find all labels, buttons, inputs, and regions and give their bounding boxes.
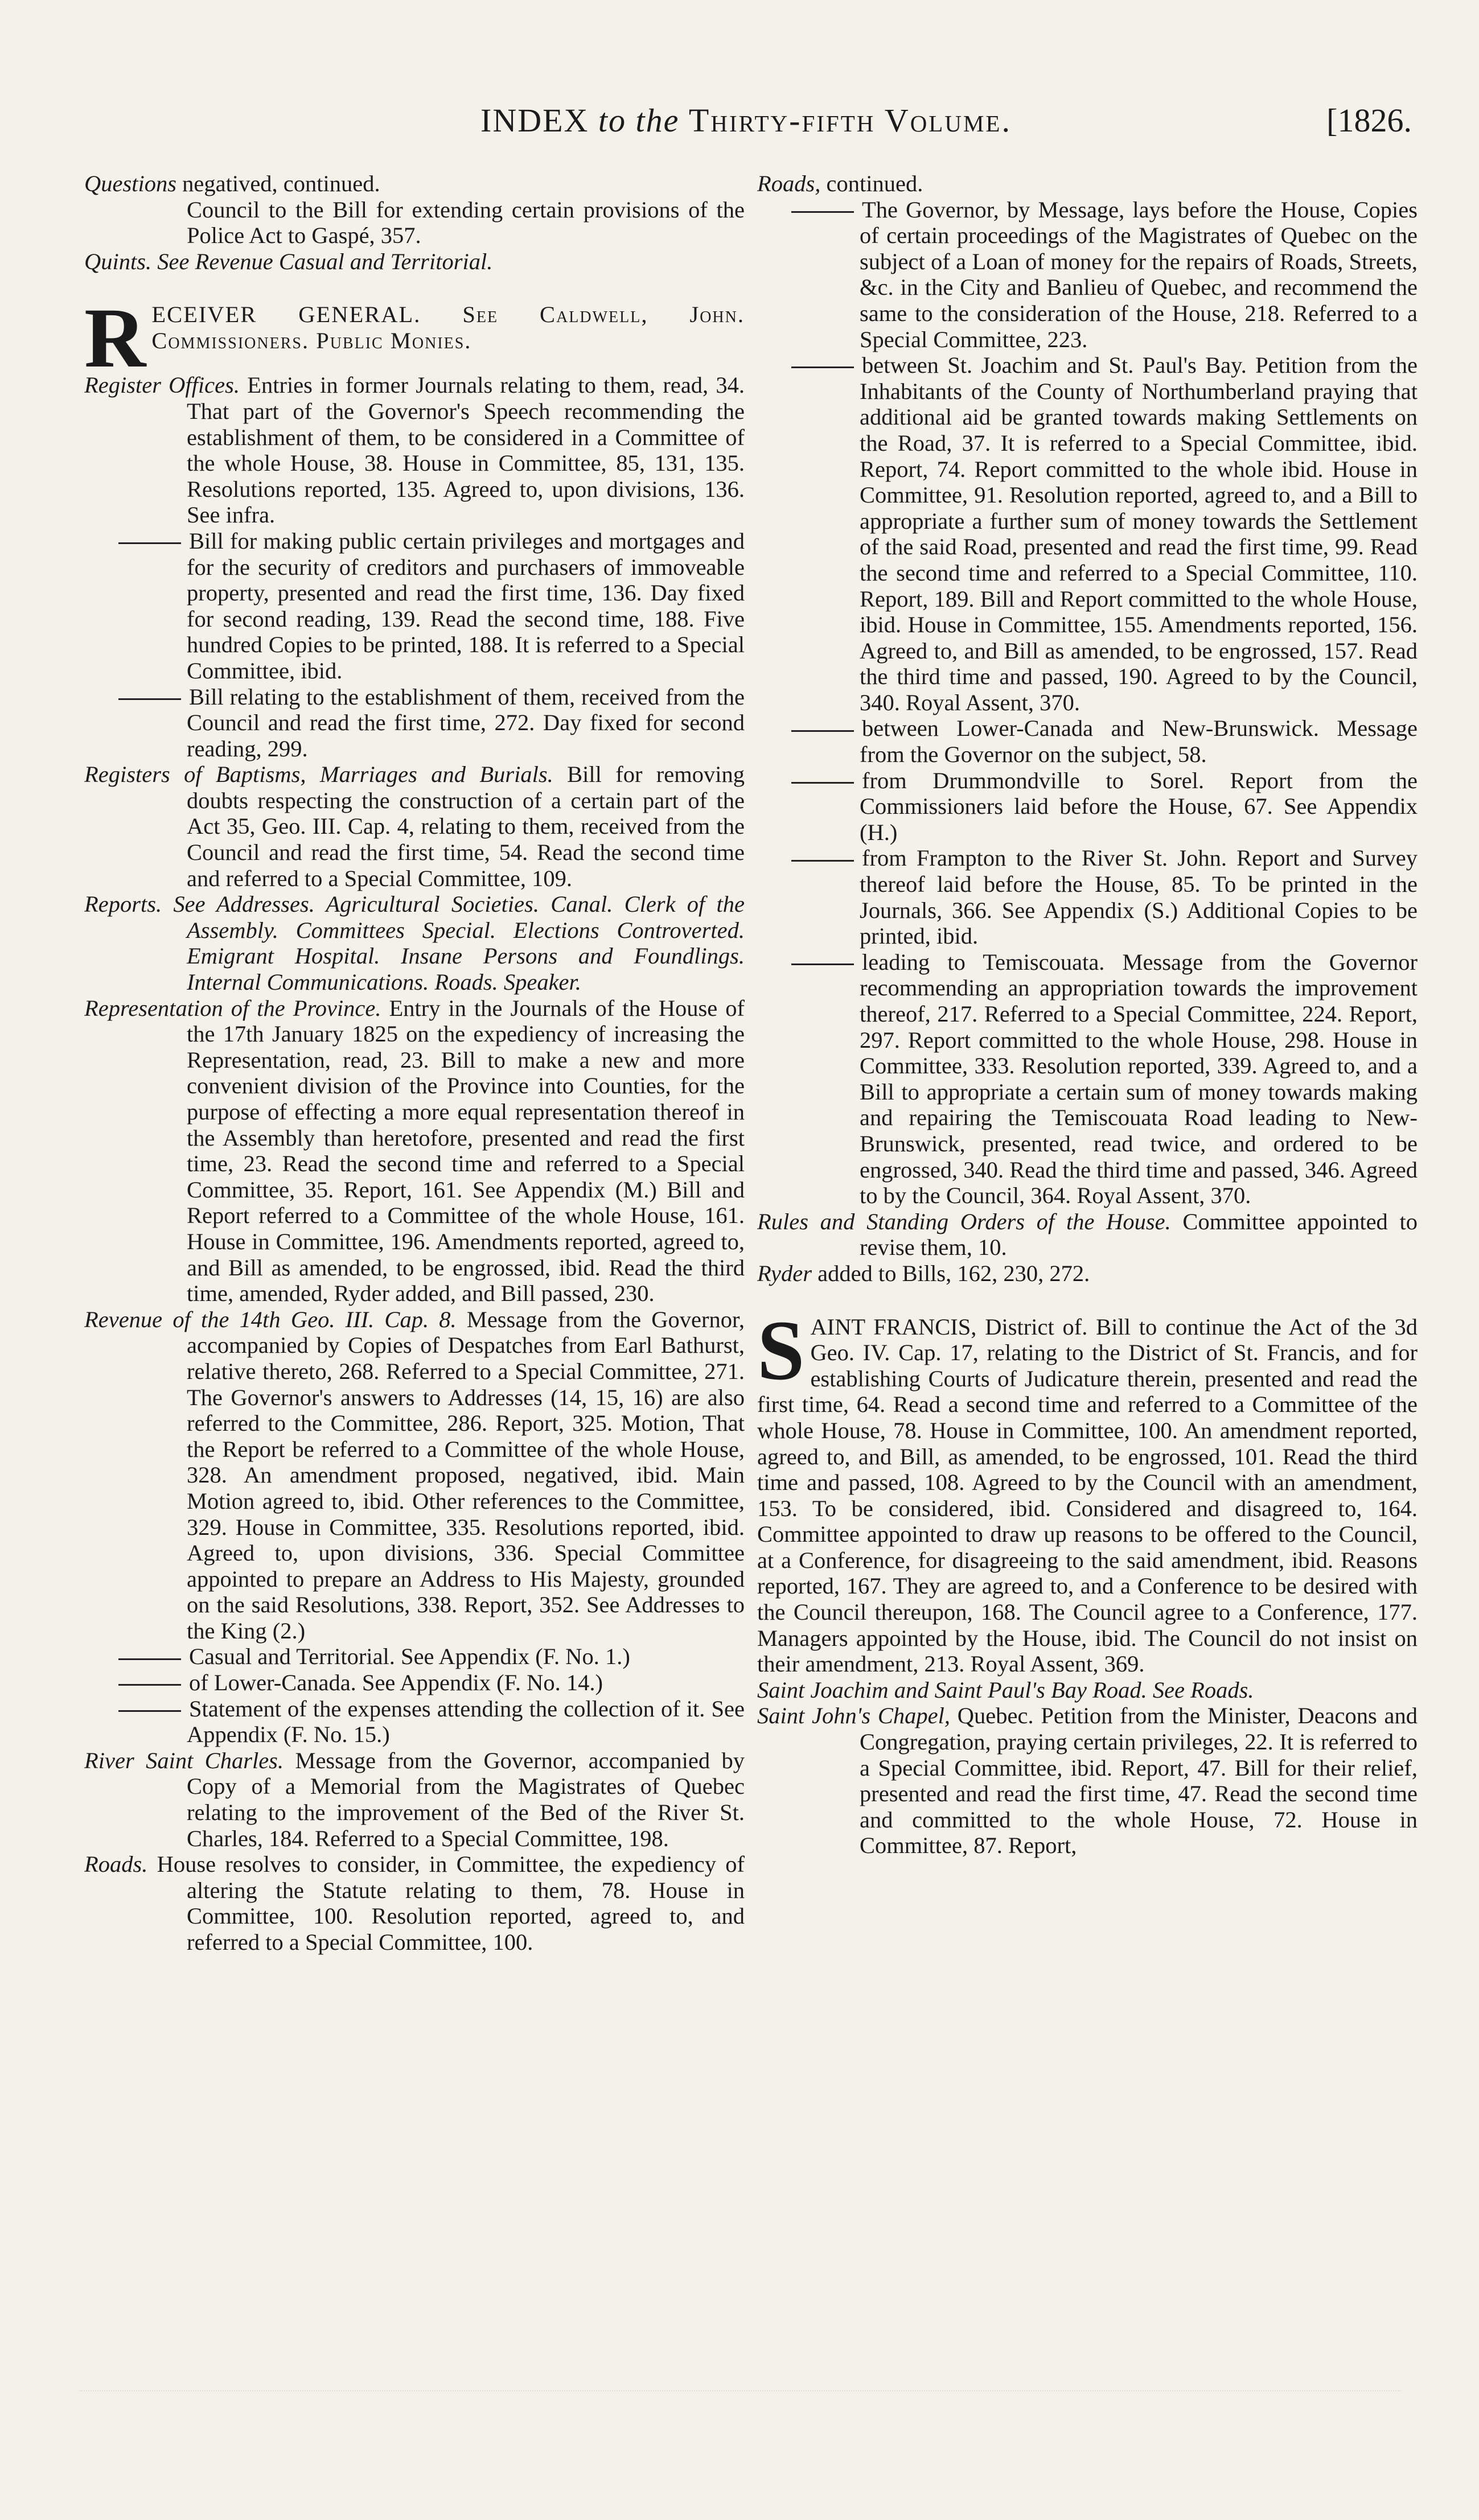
entry-text: Entries in former Journals relating to them, read, 34. That part of the Governor's Speech recommending the establishment of them, to be considered in a Committee of the whole House, 38. House in Committee, 85, 131, 135. Resolutions reported, 135. Agreed to, upon divisions, 136. See infra. — [187, 372, 745, 528]
entry-text: of Lower-Canada. See Appendix (F. No. 14.) — [189, 1670, 603, 1696]
title-index: INDEX — [480, 102, 589, 139]
entry-roads — [84, 1851, 745, 1955]
entry-head: Saint John's Chapel, — [757, 1703, 951, 1729]
entry-roads-continued — [757, 171, 1418, 197]
entry-text: ECEIVER GENERAL. See Caldwell, John. Commissioners. Public Monies. — [151, 302, 745, 353]
entry-quints — [84, 249, 745, 275]
entry-head: Rules and Standing Orders of the House. — [757, 1208, 1171, 1234]
entry-reports — [84, 891, 745, 995]
entry-questions — [84, 171, 745, 249]
entry-text: from Frampton to the River St. John. Report and Survey thereof laid before the House, 85. To be printed in the Journals, 366. See Appendix (S.) Additional Copies to be printed, ibid. — [860, 845, 1418, 949]
entry-text: continued. — [820, 171, 923, 196]
page-header — [80, 91, 1412, 159]
dash-mark — [791, 860, 854, 862]
entry-river-saint-charles — [84, 1748, 745, 1851]
entry-roads-joachim — [757, 352, 1418, 715]
entry-text: between St. Joachim and St. Paul's Bay. Petition from the Inhabitants of the County of Northumberland praying that additional aid be granted towards making Settlements on the Road, 37. It is referred to a Special Committee, ibid. Report, 74. Report committed to the whole ibid. House in Committee, 91. Resolution reported, agreed to, and a Bill to appropriate a further sum of money towards the Settlement of the said Road, presented and read the first time, 99. Read the second time and referred to a Special Committee, 110. Report, 189. Bill and Report committed to the whole House, ibid. House in Committee, 155. Amendments reported, 156. Agreed to, and Bill as amended, to be engrossed, 157. Read the third time and passed, 190. Agreed to by the Council, 340. Royal Assent, 370. — [860, 352, 1418, 715]
dash-mark — [118, 1684, 181, 1686]
entry-head: Ryder — [757, 1260, 812, 1286]
entry-head: Roads. — [84, 1851, 148, 1877]
entry-register-bill-1 — [84, 528, 745, 684]
entry-revenue-statement — [84, 1696, 745, 1748]
right-column — [757, 171, 1418, 2311]
entry-text: See Roads. — [1147, 1677, 1254, 1703]
entry-text: See Addresses. Agricultural Societies. Canal. Clerk of the Assembly. Committees Special. Elections Controverted. Emigrant Hospital. Insane Persons and Foundlings. Internal Communications. Roads. Speaker. — [162, 891, 745, 995]
dash-mark — [118, 1710, 181, 1712]
dash-mark — [791, 367, 854, 368]
dash-mark — [791, 963, 854, 965]
entry-text: leading to Temiscouata. Message from the Governor recommending an appropriation towards the improvement thereof, 217. Referred to a Special Committee, 224. Report, 297. Report committed to the whole House, 298. House in Committee, 333. Resolution reported, 339. Agreed to, and a Bill to appropriate a certain sum of money towards making and repairing the Temiscouata Road leading to New-Brunswick, presented, read twice, and ordered to be engrossed, 340. Read the third time and passed, 346. Agreed to by the Council, 364. Royal Assent, 370. — [860, 949, 1418, 1209]
entry-head: Register Offices. — [84, 372, 240, 398]
entry-rules — [757, 1209, 1418, 1261]
entry-ryder — [757, 1261, 1418, 1287]
entry-representation — [84, 995, 745, 1307]
entry-head: Representation of the Province. — [84, 995, 381, 1021]
left-column — [84, 171, 745, 2311]
entry-text: from Drummondville to Sorel. Report from the Commissioners laid before the House, 67. See Appendix (H.) — [860, 767, 1418, 845]
entry-roads-governor-message — [757, 197, 1418, 353]
entry-text: Entry in the Journals of the House of the 17th January 1825 on the expediency of increasing the Representation, read, 23. Bill to make a new and more convenient division of the Province into Counties, for the purpose of effecting a more equal representation thereof in the Assembly than heretofore, presented and read the first time, 23. Read the second time and referred to a Special Committee, 35. Report, 161. See Appendix (M.) Bill and Report referred to a Committee of the whole House, 161. House in Committee, 196. Amendments reported, agreed to, and Bill as amended, to be engrossed, ibid. Read the third time, amended, Ryder added, and Bill passed, 230. — [187, 995, 745, 1307]
title-volume: Thirty-fifth Volume — [688, 102, 1002, 139]
page-title — [80, 101, 1412, 139]
entry-register-offices — [84, 372, 745, 528]
entry-head: Registers of Baptisms, Marriages and Burials. — [84, 761, 553, 788]
entry-saint-johns-chapel — [757, 1703, 1418, 1859]
entry-head: Saint Joachim and Saint Paul's Bay Road. — [757, 1677, 1147, 1703]
entry-revenue-casual — [84, 1644, 745, 1670]
entry-text: Casual and Territorial. See Appendix (F. No. 1.) — [189, 1644, 630, 1670]
entry-text: negatived, continued. — [176, 171, 380, 196]
dash-mark — [118, 542, 181, 544]
page-year: [1826. — [1326, 102, 1412, 139]
dash-mark — [791, 730, 854, 732]
entry-text: Statement of the expenses attending the collection of it. See Appendix (F. No. 15.) — [187, 1695, 745, 1748]
entry-continuation: Council to the Bill for extending certain provisions of the Police Act to Gaspé, 357. — [187, 196, 745, 249]
entry-head: Reports. — [84, 891, 162, 917]
entry-text: Bill relating to the establishment of them, received from the Council and read the first time, 272. Day fixed for second reading, 299. — [187, 683, 745, 761]
dash-mark — [791, 211, 854, 213]
entry-revenue-lower-canada — [84, 1670, 745, 1696]
entry-head: Roads, — [757, 171, 821, 196]
dash-mark — [791, 782, 854, 784]
entry-text: House resolves to consider, in Committee, the expediency of altering the Statute relating to them, 78. House in Committee, 100. Resolution reported, agreed to, and referred to a Special Committee, 100. — [147, 1851, 745, 1955]
entry-text: Quebec. Petition from the Minister, Deacons and Congregation, praying certain privileges, 22. It is referred to a Special Committee, ibid. Report, 47. Bill for their relief, presented and read the first time, 47. Read the second time and committed to the whole House, 72. House in Committee, 87. Report, — [860, 1703, 1418, 1859]
entry-saint-joachim-road — [757, 1677, 1418, 1703]
entry-register-bill-2 — [84, 684, 745, 762]
entry-text: The Governor, by Message, lays before the House, Copies of certain proceedings of the Magistrates of Quebec on the subject of a Loan of money for the repairs of Roads, Streets, &c. in the City and Banlieu of Quebec, and recommend the same to the consideration of the House, 218. Referred to a Special Committee, 223. — [860, 196, 1418, 352]
dash-mark — [118, 698, 181, 700]
entry-head: Revenue of the 14th Geo. III. Cap. 8. — [84, 1306, 457, 1332]
title-to-the: to the — [589, 102, 689, 139]
entry-roads-drummondville — [757, 768, 1418, 846]
entry-head: Questions — [84, 171, 176, 196]
entry-roads-new-brunswick — [757, 715, 1418, 767]
entry-text: AINT FRANCIS, District of. Bill to continue the Act of the 3d Geo. IV. Cap. 17, relating to the District of St. Francis, and for establishing Courts of Judicature therein, presented and read the first time, 64. Read a second time and referred to a Committee of the whole House, 78. House in Committee, 100. An amendment reported, agreed to, and Bill, as amended, to be engrossed, 101. Read the third time and passed, 108. Agreed to by the Council with an amendment, 153. To be considered, ibid. Considered and disagreed to, 164. Committee appointed to draw up reasons to be offered to the Council, at a Conference, for disagreeing to the said amendment, ibid. Reasons reported, 167. They are agreed to, and a Conference to be desired with the Council thereupon, 168. The Council agree to a Conference, 177. Managers appointed by the House, ibid. The Council do not insist on their amendment, 213. Royal Assent, 369. — [757, 1313, 1418, 1677]
entry-text: added to Bills, 162, 230, 272. — [811, 1260, 1090, 1286]
dropcap-s: S — [757, 1303, 805, 1398]
entry-head: River Saint Charles. — [84, 1747, 284, 1773]
entry-roads-temiscouata — [757, 949, 1418, 1209]
entry-text: Message from the Governor, accompanied by Copy of a Memorial from the Magistrates of Quebec relating to the improvement of the Bed of the River St. Charles, 184. Referred to a Special Committee, 198. — [187, 1747, 745, 1851]
entry-registers-baptisms — [84, 761, 745, 891]
entry-saint-francis — [757, 1303, 1418, 1677]
entry-text: Bill for removing doubts respecting the construction of a certain part of the Act 35, Geo. III. Cap. 4, relating to them, received from the Council and read the first time, 54. Read the second time and referred to a Special Committee, 109. — [187, 761, 745, 891]
dropcap-r: R — [84, 291, 146, 386]
title-period: . — [1001, 102, 1011, 139]
page-footer-smudge — [80, 2390, 1400, 2477]
entry-text: Message from the Governor, accompanied by Copies of Despatches from Earl Bathurst, relative thereto, 268. Referred to a Special Committee, 271. The Governor's answers to Addresses (14, 15, 16) are also referred to the Committee, 286. Report, 325. Motion, That the Report be referred to a Committee of the whole House, 328. An amendment proposed, negatived, ibid. Main Motion agreed to, ibid. Other references to the Committee, 329. House in Committee, 335. Resolutions reported, ibid. Agreed to, upon divisions, 336. Special Committee appointed to prepare an Address to His Majesty, grounded on the said Resolutions, 338. Report, 352. See Addresses to the King (2.) — [187, 1306, 745, 1644]
entry-text: Committee appointed to revise them, 10. — [860, 1208, 1418, 1261]
entry-roads-frampton — [757, 845, 1418, 949]
dash-mark — [118, 1658, 181, 1660]
entry-text: Bill for making public certain privileges and mortgages and for the security of creditors and purchasers of immoveable property, presented and read the first time, 136. Day fixed for second reading, 139. Read the second time, 188. Five hundred Copies to be printed, 188. It is referred to a Special Committee, ibid. — [187, 528, 745, 683]
entry-head: Quints. — [84, 248, 152, 274]
entry-revenue — [84, 1307, 745, 1644]
entry-text: See Revenue Casual and Territorial. — [157, 248, 493, 274]
entry-text: between Lower-Canada and New-Brunswick. Message from the Governor on the subject, 58. — [860, 715, 1418, 768]
